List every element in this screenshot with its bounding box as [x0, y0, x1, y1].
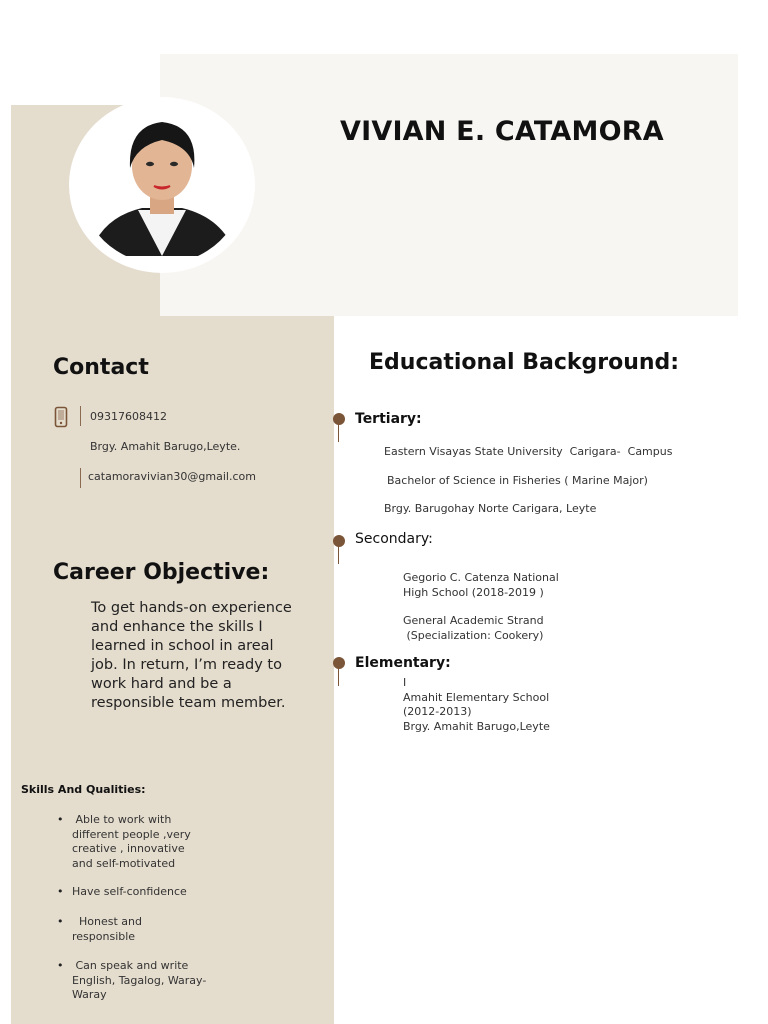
skill-item: Honest and responsible: [72, 915, 146, 943]
email-divider: [80, 468, 81, 488]
email-address: catamoravivian30@gmail.com: [88, 470, 256, 483]
timeline-stem: [338, 424, 339, 442]
timeline-stem: [338, 546, 339, 564]
contact-heading: Contact: [53, 355, 149, 380]
skill-item: Can speak and write English, Tagalog, Waray-Waray: [72, 959, 207, 1001]
secondary-strand: General Academic Strand (Specialization: Cookery): [403, 614, 544, 642]
secondary-label: Secondary:: [355, 531, 433, 547]
tertiary-label: Tertiary:: [355, 411, 422, 427]
secondary-school: Gegorio C. Catenza National High School (2018-2019 ): [403, 571, 559, 599]
bullet-icon: •: [57, 885, 64, 898]
address: Brgy. Amahit Barugo,Leyte.: [90, 440, 241, 453]
elementary-school: I Amahit Elementary School (2012-2013) Brgy. Amahit Barugo,Leyte: [403, 676, 550, 733]
timeline-dot: [333, 657, 345, 669]
timeline-dot: [333, 535, 345, 547]
bullet-icon: •: [57, 813, 64, 826]
profile-photo: [80, 106, 244, 264]
phone-number: 09317608412: [90, 410, 167, 423]
tertiary-school: Eastern Visayas State University Carigara- Campus: [384, 445, 673, 458]
skill-item: Able to work with different people ,very creative , innovative and self-motivated: [72, 813, 195, 870]
phone-icon: [54, 406, 68, 428]
career-objective-text: To get hands-on experience and enhance the skills I learned in school in areal job. In return, I’m ready to work hard and be a responsible team member.: [91, 600, 292, 711]
profile-photo-illustration: [80, 106, 244, 264]
tertiary-address: Brgy. Barugohay Norte Carigara, Leyte: [384, 502, 597, 515]
education-heading: Educational Background:: [369, 350, 680, 375]
timeline-stem: [338, 668, 339, 686]
candidate-name: VIVIAN E. CATAMORA: [340, 116, 664, 147]
phone-divider: [80, 406, 81, 426]
tertiary-degree: Bachelor of Science in Fisheries ( Marine Major): [387, 474, 648, 487]
elementary-label: Elementary:: [355, 655, 451, 671]
bullet-icon: •: [57, 915, 64, 928]
timeline-dot: [333, 413, 345, 425]
skill-item: Have self-confidence: [72, 885, 187, 898]
bullet-icon: •: [57, 959, 64, 972]
skills-heading: Skills And Qualities:: [21, 783, 146, 796]
career-objective-heading: Career Objective:: [53, 560, 270, 585]
